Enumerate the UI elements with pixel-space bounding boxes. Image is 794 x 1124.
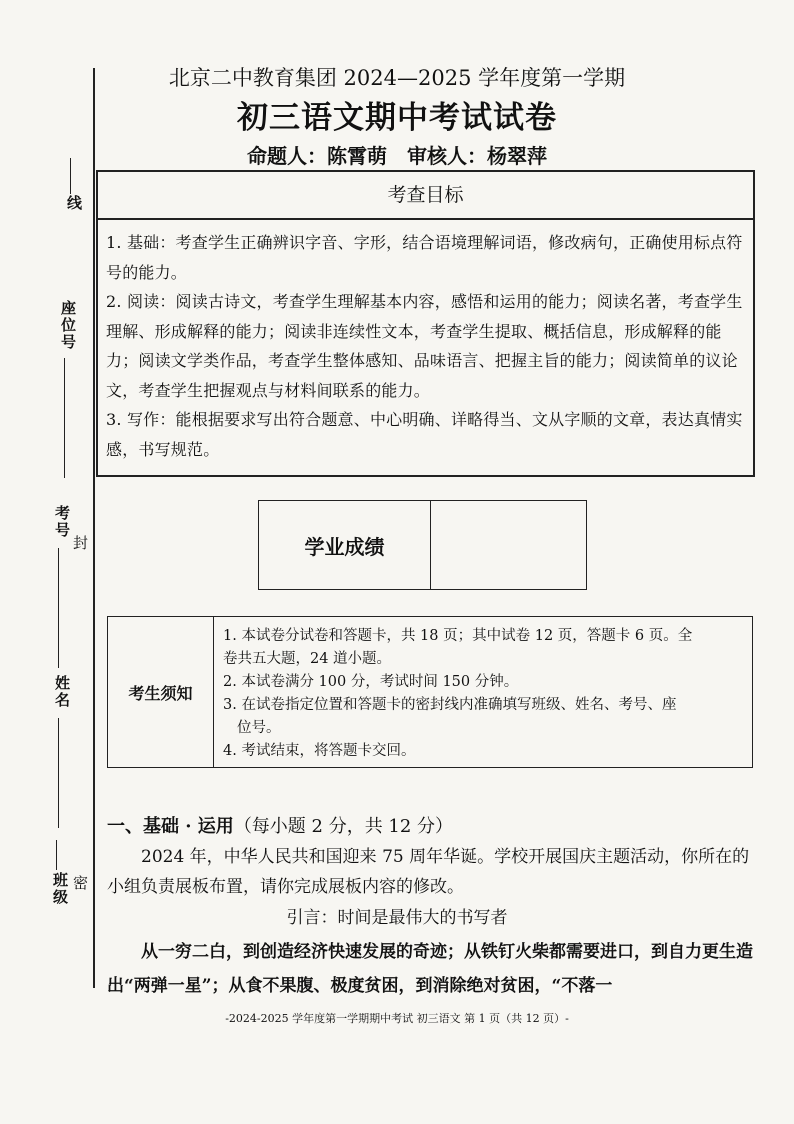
notice-item: 2. 本试卷满分 100 分，考试时间 150 分钟。: [223, 674, 519, 690]
objectives-box: [96, 170, 755, 477]
notice-item: 1. 本试卷分试卷和答题卡，共 18 页；其中试卷 12 页，答题卡 6 页。全: [223, 628, 693, 644]
margin-class-label: 班级: [51, 872, 69, 906]
section-one-intro: 引言：时间是最伟大的书写者: [286, 908, 508, 928]
section-one-paragraph: [107, 842, 753, 902]
margin-exam-no-underline: [58, 548, 59, 668]
notice-item: 卷共五大题，24 道小题。: [223, 651, 392, 667]
margin-exam-no-label: 考号: [53, 505, 71, 539]
margin-name-underline: [58, 718, 59, 828]
score-blank: [431, 501, 586, 589]
page-footer: -2024-2025 学年度第一学期期中考试 初三语文 第 1 页（共 12 页）-: [225, 1012, 569, 1025]
section-one-quote-text: 从一穷二白，到创造经济快速发展的奇迹；从铁钉火柴都需要进口，到自力更生造出“两弹一星”；从食不果腹、极度贫困，到消除绝对贫困，“不落一: [107, 942, 753, 996]
notice-box: [107, 616, 753, 768]
objective-item: 2. 阅读：阅读古诗文，考查学生理解基本内容，感悟和运用的能力；阅读名著，考查学生理解、形成解释的能力；阅读非连续性文本，考查学生提取、概括信息，形成解释的能力；阅读文学类作品，考查学生整体感知、品味语言、把握主旨的能力；阅读简单的议论文，考查学生把握观点与材料间联系的能力。: [106, 292, 743, 400]
margin-line-label: 线: [65, 195, 83, 212]
margin-secret-label: 密: [71, 875, 89, 890]
notice-item: 3. 在试卷指定位置和答题卡的密封线内准确填写班级、姓名、考号、座: [223, 697, 677, 713]
section-one-heading: [107, 812, 453, 838]
notice-item: 位号。: [237, 720, 281, 736]
margin-seal-label: 封: [71, 535, 89, 550]
school-term-line: 北京二中教育集团 2024—2025 学年度第一学期: [168, 66, 626, 90]
notice-label: 考生须知: [108, 617, 214, 767]
score-box: [258, 500, 587, 590]
margin-seat-underline: [64, 358, 65, 478]
section-one-score-note: （每小题 2 分，共 12 分）: [233, 816, 454, 837]
objectives-list: [98, 220, 753, 464]
notice-list: [214, 617, 752, 767]
score-label: 学业成绩: [259, 501, 431, 589]
exam-title: 初三语文期中考试试卷: [237, 100, 557, 136]
section-one-title: 一、基础 · 运用: [107, 816, 234, 837]
objective-item: 3. 写作：能根据要求写出符合题意、中心明确、详略得当、文从字顺的文章，表达真情实感，书写规范。: [106, 410, 743, 459]
notice-item: 4. 考试结束，将答题卡交回。: [223, 743, 416, 759]
objective-item: 1. 基础：考查学生正确辨识字音、字形，结合语境理解词语，修改病句，正确使用标点符号的能力。: [106, 233, 743, 282]
section-one-paragraph-text: 2024 年，中华人民共和国迎来 75 周年华诞。学校开展国庆主题活动，你所在的小组负责展板布置，请你完成展板内容的修改。: [107, 847, 750, 897]
margin-seat-label: 座位号: [59, 300, 77, 351]
exam-authors: 命题人：陈霄萌 审核人：杨翠萍: [247, 144, 547, 168]
margin-name-label: 姓名: [53, 675, 71, 709]
margin-class-underline: [56, 840, 57, 870]
objectives-heading: 考查目标: [98, 172, 753, 220]
section-one-quote: [107, 935, 753, 1003]
binding-line: [93, 68, 95, 988]
